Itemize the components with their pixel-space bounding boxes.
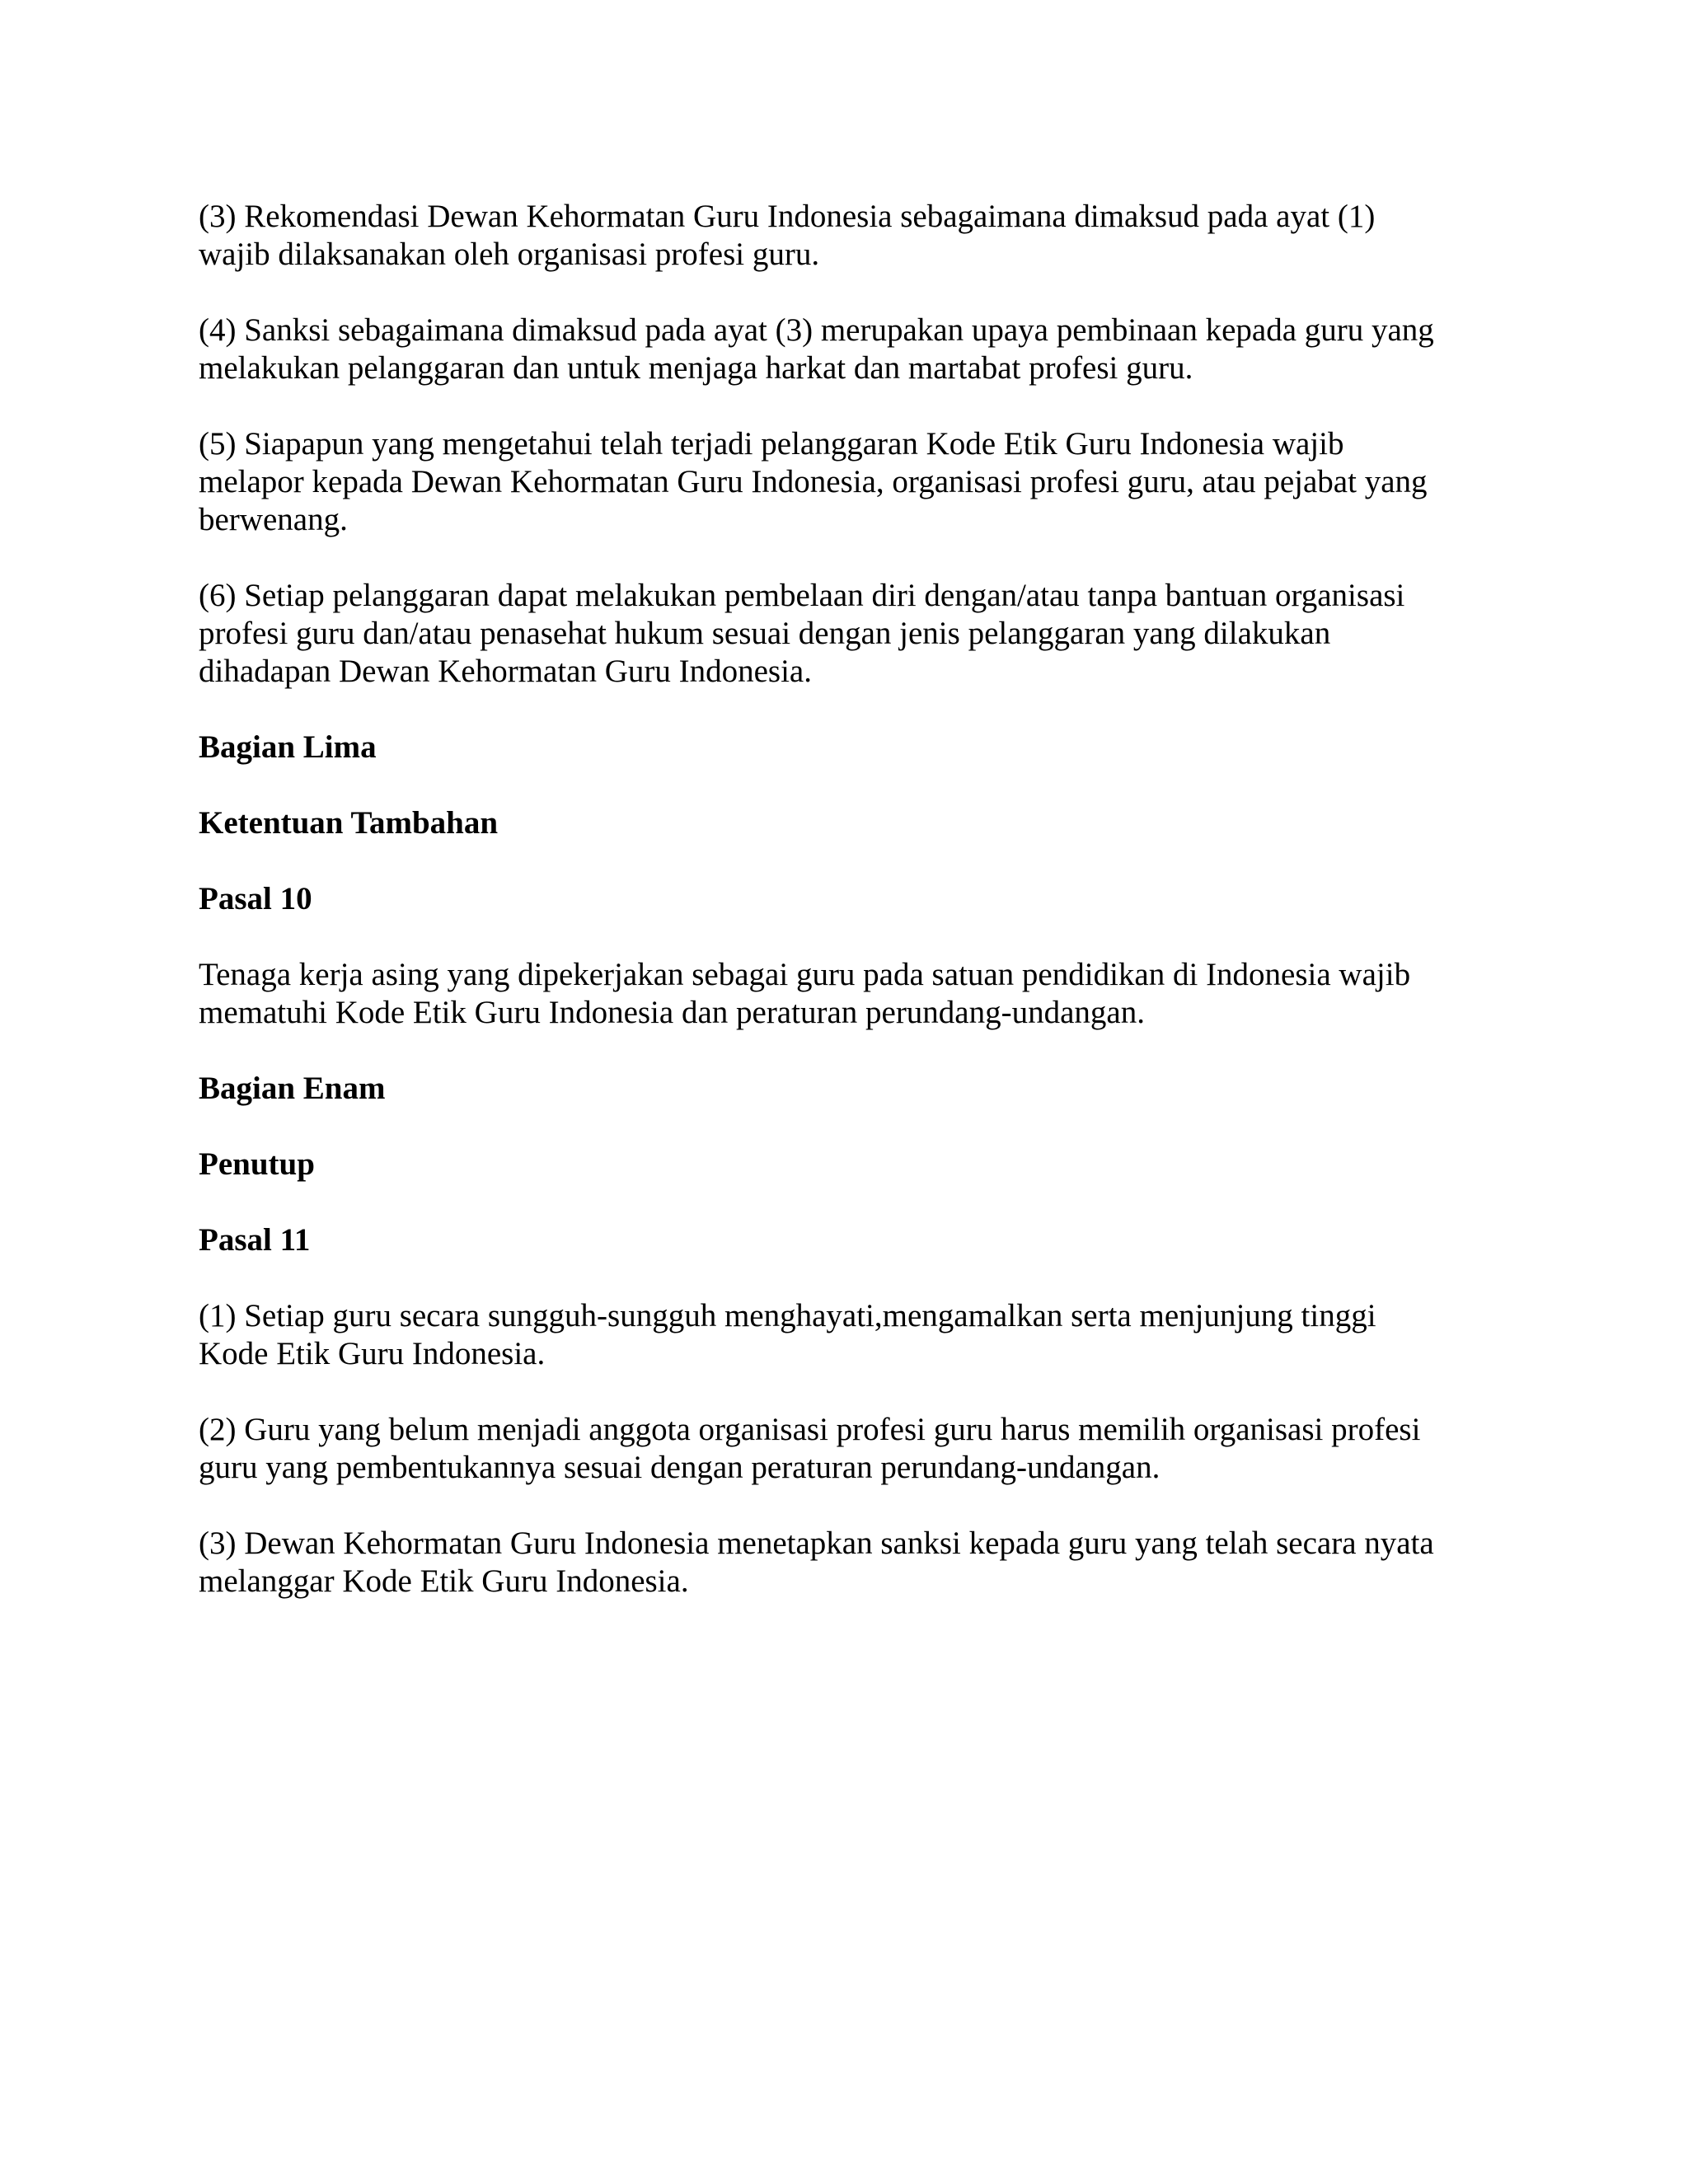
section-heading-bagian-lima: Bagian Lima <box>199 729 377 765</box>
text-line: (6) Setiap pelanggaran dapat melakukan pembelaan diri dengan/atau tanpa bantuan organisasi <box>199 578 1405 613</box>
text-line: Tenaga kerja asing yang dipekerjakan sebagai guru pada satuan pendidikan di Indonesia wajib <box>199 957 1411 992</box>
text-line: (2) Guru yang belum menjadi anggota organisasi profesi guru harus memilih organisasi profesi <box>199 1412 1421 1447</box>
paragraph-ayat-3 <box>199 198 1517 274</box>
text-line: melapor kepada Dewan Kehormatan Guru Indonesia, organisasi profesi guru, atau pejabat yang <box>199 464 1428 499</box>
section-heading-ketentuan-tambahan: Ketentuan Tambahan <box>199 805 499 841</box>
text-line: mematuhi Kode Etik Guru Indonesia dan peraturan perundang-undangan. <box>199 995 1145 1030</box>
paragraph-ayat-5 <box>199 425 1517 539</box>
text-line: melanggar Kode Etik Guru Indonesia. <box>199 1563 689 1599</box>
section-heading-bagian-enam: Bagian Enam <box>199 1071 386 1106</box>
text-line: wajib dilaksanakan oleh organisasi profesi guru. <box>199 237 820 272</box>
article-heading-pasal-11: Pasal 11 <box>199 1222 311 1258</box>
text-line: melakukan pelanggaran dan untuk menjaga harkat dan martabat profesi guru. <box>199 350 1193 386</box>
paragraph-ayat-6 <box>199 577 1517 691</box>
text-line: (5) Siapapun yang mengetahui telah terjadi pelanggaran Kode Etik Guru Indonesia wajib <box>199 426 1344 462</box>
section-heading-penutup: Penutup <box>199 1146 315 1182</box>
paragraph-pasal-10 <box>199 956 1517 1032</box>
paragraph-pasal-11-ayat-1 <box>199 1297 1517 1373</box>
text-line: (3) Rekomendasi Dewan Kehormatan Guru Indonesia sebagaimana dimaksud pada ayat (1) <box>199 199 1376 234</box>
text-line: berwenang. <box>199 502 348 537</box>
text-line: (3) Dewan Kehormatan Guru Indonesia menetapkan sanksi kepada guru yang telah secara nyata <box>199 1526 1434 1561</box>
paragraph-pasal-11-ayat-2 <box>199 1411 1517 1487</box>
document-body <box>199 198 1517 1638</box>
paragraph-pasal-11-ayat-3 <box>199 1525 1517 1601</box>
article-heading-pasal-10: Pasal 10 <box>199 881 312 916</box>
text-line: Kode Etik Guru Indonesia. <box>199 1336 546 1371</box>
paragraph-ayat-4 <box>199 312 1517 387</box>
text-line: (1) Setiap guru secara sungguh-sungguh menghayati,mengamalkan serta menjunjung tinggi <box>199 1298 1376 1333</box>
text-line: dihadapan Dewan Kehormatan Guru Indonesia. <box>199 654 812 689</box>
text-line: guru yang pembentukannya sesuai dengan peraturan perundang-undangan. <box>199 1450 1160 1485</box>
text-line: (4) Sanksi sebagaimana dimaksud pada ayat (3) merupakan upaya pembinaan kepada guru yang <box>199 312 1434 348</box>
text-line: profesi guru dan/atau penasehat hukum sesuai dengan jenis pelanggaran yang dilakukan <box>199 616 1331 651</box>
